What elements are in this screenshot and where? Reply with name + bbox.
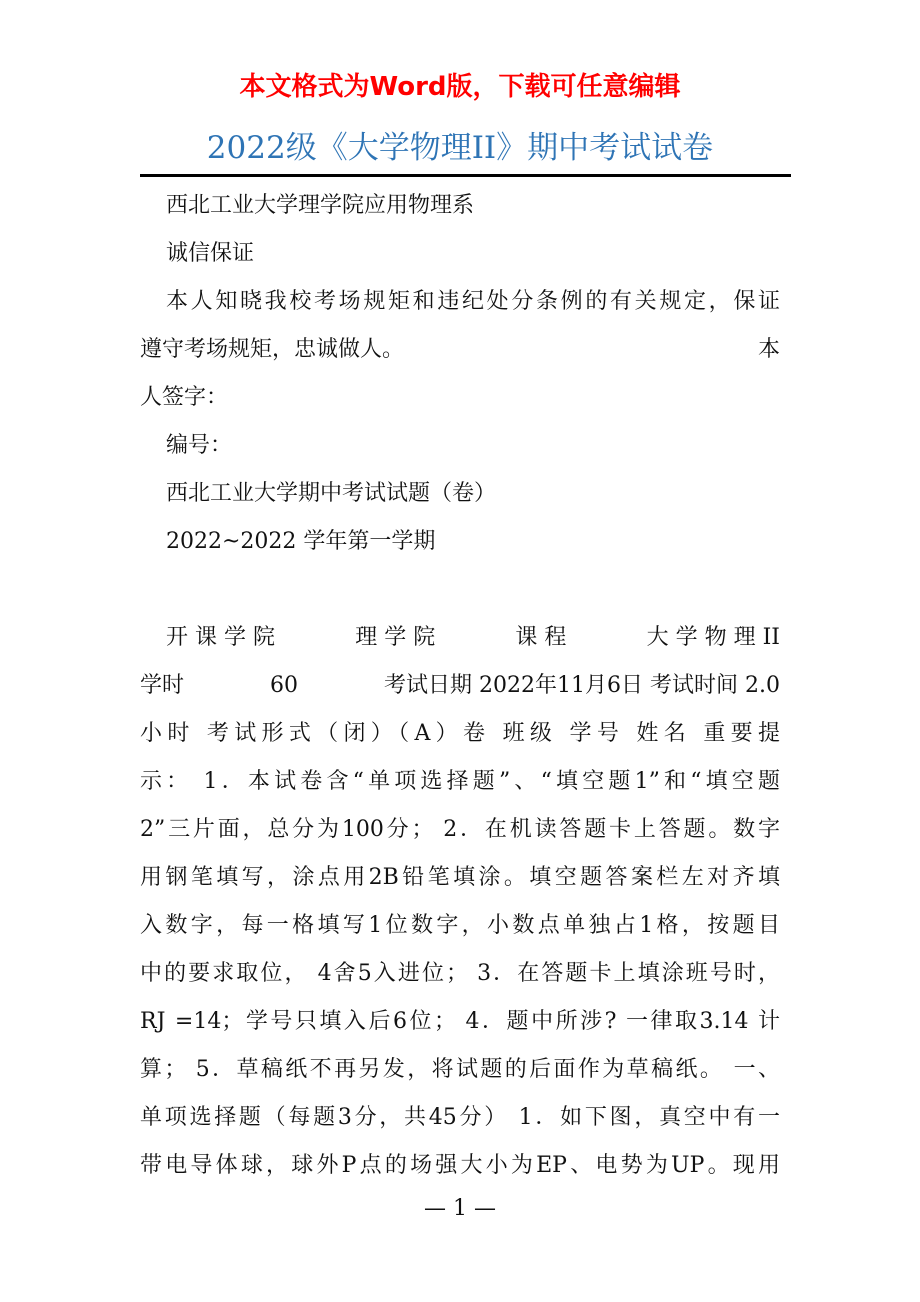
pledge-text: 本人知晓我校考场规矩和违纪处分条例的有关规定，保证	[166, 289, 780, 314]
body-line: 单项选择题（每题3分，共45分） 1．如下图，真空中有一	[140, 1105, 780, 1130]
signature-label: 人签字：	[140, 385, 229, 410]
course-value: 大 学 物 理 II	[646, 625, 780, 650]
document-title: 2022级《大学物理II》期中考试试卷	[206, 130, 714, 166]
page-number: — 1 —	[424, 1196, 496, 1221]
document-body	[140, 186, 780, 1194]
hours-label: 学时	[140, 673, 185, 698]
college-value: 理 学 院	[355, 625, 436, 650]
course-info-line	[140, 618, 780, 666]
body-line: 带电导体球，球外P点的场强大小为EP、电势为UP。现用	[140, 1153, 780, 1178]
integrity-heading: 诚信保证	[166, 241, 255, 266]
college-label: 开 课 学 院	[166, 625, 275, 650]
pledge-line	[140, 330, 780, 378]
course-label: 课 程	[515, 625, 567, 650]
hours-value: 60	[270, 673, 299, 698]
body-line: 2”三片面，总分为100分； 2．在机读答题卡上答题。数字	[140, 817, 780, 842]
blank-line	[140, 570, 780, 618]
department-line: 西北工业大学理学院应用物理系	[166, 193, 475, 218]
hours-line	[140, 666, 780, 714]
signature-label-start: 本	[757, 337, 780, 362]
body-line: 示： 1．本试卷含“单项选择题”、“填空题1”和“填空题	[140, 769, 780, 794]
pledge-text-end: 遵守考场规矩，忠诚做人。	[140, 337, 405, 362]
body-line: 小时 考试形式（闭）（A）卷 班级 学号 姓名 重要提	[140, 721, 780, 746]
body-line: 算； 5．草稿纸不再另发，将试题的后面作为草稿纸。 一、	[140, 1057, 780, 1082]
exam-date-time: 考试日期 2022年11月6日 考试时间 2.0	[384, 673, 780, 698]
word-format-banner: 本文格式为Word版，下载可任意编辑	[239, 72, 681, 102]
serial-number-label: 编号：	[166, 433, 233, 458]
body-line: 用钢笔填写，涂点用2B铅笔填涂。填空题答案栏左对齐填	[140, 865, 780, 890]
body-line: 入数字，每一格填写1位数字，小数点单独占1格，按题目	[140, 913, 780, 938]
body-line: RJ =14；学号只填入后6位； 4．题中所涉? 一律取3.14 计	[140, 1009, 780, 1034]
academic-term: 2022~2022 学年第一学期	[166, 529, 436, 554]
title-divider	[140, 174, 791, 177]
body-line: 中的要求取位， 4舍5入进位； 3．在答题卡上填涂班号时，	[140, 961, 780, 986]
exam-paper-heading: 西北工业大学期中考试试题（卷）	[166, 481, 497, 506]
